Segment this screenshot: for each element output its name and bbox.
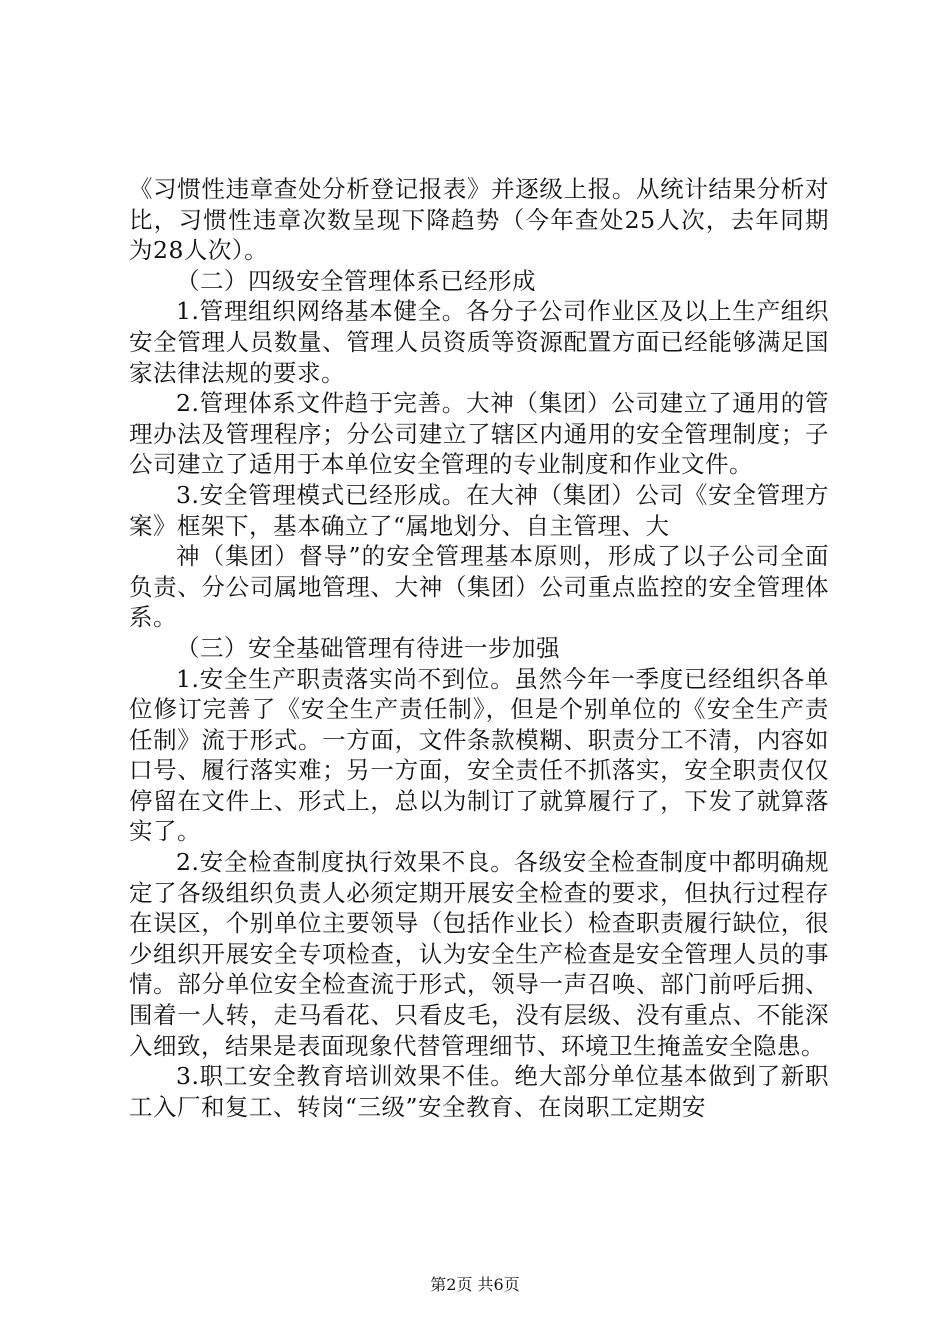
paragraph: 3.职工安全教育培训效果不佳。绝大部分单位基本做到了新职工入厂和复工、转岗“三级”安全教育、在岗职工定期安: [129, 1062, 829, 1121]
paragraph: 神（集团）督导”的安全管理基本原则，形成了以子公司全面负责、分公司属地管理、大神（集团）公司重点监控的安全管理体系。: [129, 542, 829, 632]
paragraph: 1.安全生产职责落实尚不到位。虽然今年一季度已经组织各单位修订完善了《安全生产责任制》，但是个别单位的《安全生产责任制》流于形式。一方面，文件条款模糊、职责分工不清，内容如口号、履行落实难；另一方面，安全责任不抓落实，安全职责仅仅停留在文件上、形式上，总以为制订了就算履行了，下发了就算落实了。: [129, 664, 829, 846]
section-heading: （三）安全基础管理有待进一步加强: [176, 633, 560, 662]
paragraph: 3.安全管理模式已经形成。在大神（集团）公司《安全管理方案》框架下，基本确立了“属地划分、自主管理、大: [129, 480, 829, 540]
body-text: [129, 174, 829, 1122]
page-footer: [0, 1275, 950, 1295]
paragraph: 2.管理体系文件趋于完善。大神（集团）公司建立了通用的管理办法及管理程序；分公司建立了辖区内通用的安全管理制度；子公司建立了适用于本单位安全管理的专业制度和作业文件。: [129, 389, 829, 479]
paragraph: 《习惯性违章查处分析登记报表》并逐级上报。从统计结果分析对比，习惯性违章次数呈现下降趋势（今年查处25人次，去年同期为28人次）。: [129, 175, 829, 265]
page-number: 第2页 共6页: [430, 1275, 520, 1294]
section-heading: （二）四级安全管理体系已经形成: [176, 266, 536, 295]
paragraph: 2.安全检查制度执行效果不良。各级安全检查制度中都明确规定了各级组织负责人必须定期开展安全检查的要求，但执行过程存在误区，个别单位主要领导（包括作业长）检查职责履行缺位，很少组织开展安全专项检查，认为安全生产检查是安全管理人员的事情。部分单位安全检查流于形式，领导一声召唤、部门前呼后拥、围着一人转，走马看花、只看皮毛，没有层级、没有重点、不能深入细致，结果是表面现象代替管理细节、环境卫生掩盖安全隐患。: [129, 848, 829, 1060]
paragraph: 1.管理组织网络基本健全。各分子公司作业区及以上生产组织安全管理人员数量、管理人员资质等资源配置方面已经能够满足国家法律法规的要求。: [129, 297, 829, 387]
